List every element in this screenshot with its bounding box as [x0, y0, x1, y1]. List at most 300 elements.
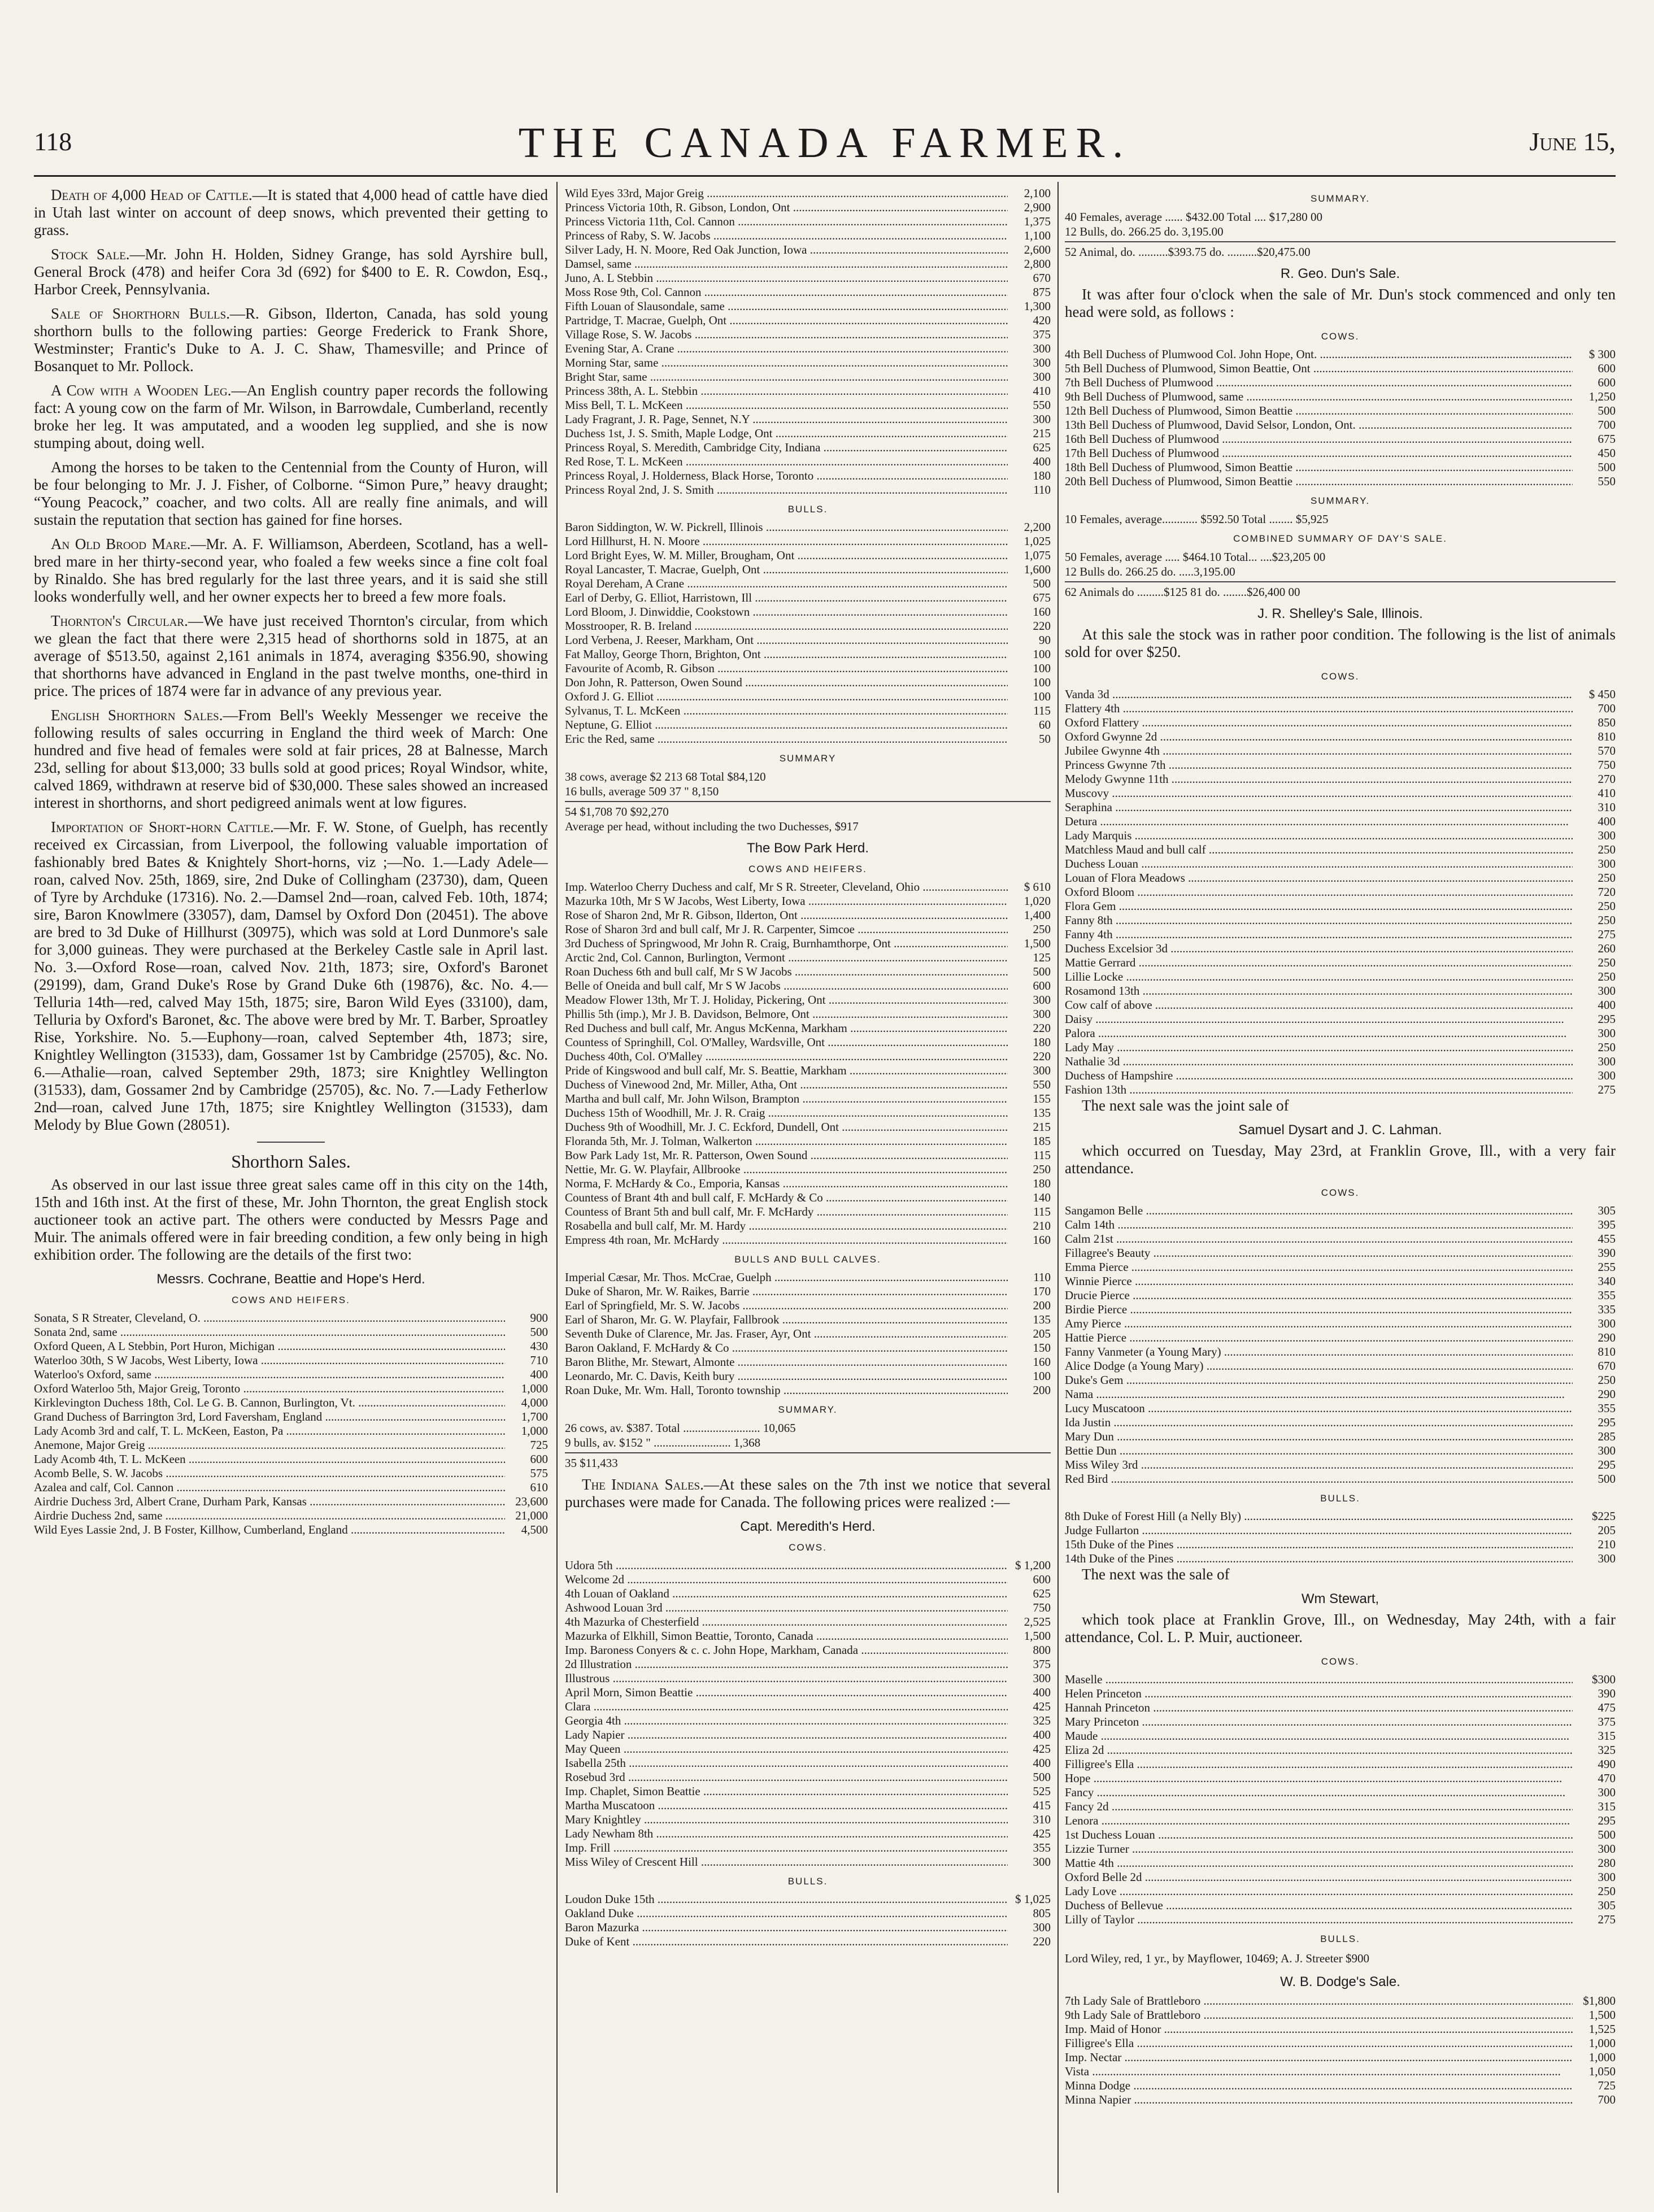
table-row	[565, 1906, 1051, 1921]
summary-total: 54 $1,708 70 $92,270	[565, 805, 669, 818]
animal-buyer: Baron Mazurka .....	[565, 1921, 1008, 1935]
animal-buyer: Miss Bell, T. L. McKeen .....	[565, 398, 1008, 412]
animal-buyer: Alice Dodge (a Young Mary) .....	[1065, 1359, 1573, 1373]
animal-buyer: Red Duchess and bull calf, Mr. Angus McKenna, Markham .....	[565, 1021, 1008, 1035]
table-row	[1065, 998, 1616, 1012]
price-table	[565, 1558, 1051, 1869]
table-row	[1065, 1069, 1616, 1083]
animal-buyer: 8th Duke of Forest Hill (a Nelly Bly) .....	[1065, 1509, 1573, 1523]
news-lead: A Cow with a Wooden Leg.	[51, 382, 232, 399]
animal-buyer: Duchess 40th, Col. O'Malley .....	[565, 1050, 1008, 1064]
table-row	[1065, 1715, 1616, 1729]
price: 400	[1598, 815, 1616, 828]
price: 675	[1033, 591, 1051, 604]
price: $ 610	[1024, 880, 1051, 894]
table-row	[1065, 1786, 1616, 1800]
animal-buyer: Princess Victoria 11th, Col. Cannon .....	[565, 215, 1008, 229]
summary-line: 16 bulls, average 509 37 " 8,150	[565, 785, 719, 798]
price: 550	[1033, 1078, 1051, 1091]
price: 220	[1033, 1021, 1051, 1035]
summary-line: 40 Females, average ...... $432.00 Total .... $17,280 00	[1065, 210, 1322, 224]
news-text: Among the horses to be taken to the Centennial from the County of Huron, will be four belonging to Mr. J. J. Fisher, of Colborne. “Simon Pure,” heavy draught; “Young Peacock,” coacher, and two colts. All are really fine animals, and will sustain the reputation that section has gained for fine horses.	[34, 459, 548, 528]
table-row	[1065, 2036, 1616, 2050]
animal-buyer: Lady Love .....	[1065, 1884, 1573, 1899]
animal-buyer: Rosamond 13th .....	[1065, 984, 1573, 998]
table-row	[1065, 1083, 1616, 1097]
animal-buyer: Waterloo 30th, S W Jacobs, West Liberty, Iowa .....	[34, 1353, 505, 1368]
table-row	[565, 1892, 1051, 1906]
table-row	[565, 384, 1051, 398]
table-row	[565, 1855, 1051, 1869]
price: 295	[1598, 1012, 1616, 1026]
animal-buyer: Vista .....	[1065, 2065, 1573, 2079]
animal-buyer: Bow Park Lady 1st, Mr. R. Patterson, Owen Sound .....	[565, 1148, 1008, 1162]
table-row	[1065, 871, 1616, 885]
table-row	[565, 965, 1051, 979]
table-subheading: COWS AND HEIFERS.	[748, 864, 867, 874]
table-row	[1065, 1373, 1616, 1387]
animal-buyer: Filligree's Ella .....	[1065, 2036, 1573, 2050]
table-row	[565, 1191, 1051, 1205]
animal-buyer: Lucy Muscatoon .....	[1065, 1401, 1573, 1416]
animal-buyer: Imp. Waterloo Cherry Duchess and calf, Mr S R. Streeter, Cleveland, Ohio .....	[565, 880, 1008, 894]
table-row	[565, 633, 1051, 647]
table-row	[565, 328, 1051, 342]
table-row	[565, 299, 1051, 313]
table-row	[1065, 1994, 1616, 2008]
price: 710	[530, 1353, 548, 1367]
table-row	[565, 186, 1051, 201]
price: 155	[1033, 1092, 1051, 1105]
price: 725	[1598, 2079, 1616, 2092]
animal-buyer: Matchless Maud and bull calf .....	[1065, 843, 1573, 857]
price: 250	[1598, 1373, 1616, 1387]
animal-buyer: Udora 5th .....	[565, 1558, 1008, 1573]
price: 600	[1033, 979, 1051, 992]
price: 260	[1598, 942, 1616, 955]
news-paragraph	[34, 535, 548, 606]
price: 300	[1598, 857, 1616, 870]
price: 500	[1033, 965, 1051, 978]
animal-buyer: 16th Bell Duchess of Plumwood .....	[1065, 432, 1573, 446]
animal-buyer: Phillis 5th (imp.), Mr J. B. Davidson, Belmore, Ont .....	[565, 1007, 1008, 1021]
table-row	[1065, 1472, 1616, 1486]
animal-buyer: Nama .....	[1065, 1387, 1573, 1401]
herd-title: Messrs. Cochrane, Beattie and Hope's Herd.	[156, 1272, 425, 1287]
animal-buyer: Lady Fragrant, J. R. Page, Sennet, N.Y .....	[565, 412, 1008, 426]
price: 300	[1598, 1842, 1616, 1856]
animal-buyer: Lady Newham 8th .....	[565, 1827, 1008, 1841]
animal-buyer: Oxford Bloom .....	[1065, 885, 1573, 899]
table-row	[1065, 1345, 1616, 1359]
table-row	[1065, 1274, 1616, 1288]
price: 600	[1598, 362, 1616, 375]
table-row	[565, 718, 1051, 732]
table-row	[565, 1827, 1051, 1841]
table-row	[565, 1021, 1051, 1035]
table-row	[565, 1078, 1051, 1092]
table-row	[1065, 786, 1616, 800]
summary-line: 12 Bulls do. 266.25 do. .....3,195.00	[1065, 565, 1235, 578]
table-row	[1065, 772, 1616, 786]
table-row	[565, 1383, 1051, 1397]
table-row	[1065, 1523, 1616, 1538]
animal-buyer: Sylvanus, T. L. McKeen .....	[565, 704, 1008, 718]
herd-title: Samuel Dysart and J. C. Lahman.	[1238, 1122, 1442, 1138]
price: 285	[1598, 1430, 1616, 1443]
price: 1,000	[521, 1424, 548, 1438]
price: 140	[1033, 1191, 1051, 1204]
table-row	[565, 690, 1051, 704]
price: 395	[1598, 1218, 1616, 1231]
table-row	[565, 979, 1051, 993]
table-row	[1065, 1303, 1616, 1317]
indiana-paragraph	[565, 1476, 1051, 1511]
news-paragraph	[34, 305, 548, 375]
table-row	[1065, 1913, 1616, 1927]
table-row	[1065, 376, 1616, 390]
animal-buyer: Pride of Kingswood and bull calf, Mr. S. Beattie, Markham .....	[565, 1064, 1008, 1078]
price: 250	[1033, 1162, 1051, 1176]
table-row	[1065, 2065, 1616, 2079]
table-row	[1065, 885, 1616, 899]
table-subheading: COWS.	[789, 1542, 827, 1553]
animal-buyer: Silver Lady, H. N. Moore, Red Oak Junction, Iowa .....	[565, 243, 1008, 257]
animal-buyer: Don John, R. Patterson, Owen Sound .....	[565, 676, 1008, 690]
price: 490	[1598, 1757, 1616, 1771]
price: 100	[1033, 1369, 1051, 1383]
price: 570	[1598, 744, 1616, 757]
column-2	[565, 186, 1051, 2197]
table-row	[1065, 1856, 1616, 1870]
price-table	[34, 1311, 548, 1537]
price: 335	[1598, 1303, 1616, 1316]
price: 300	[1598, 1317, 1616, 1330]
news-paragraph	[34, 612, 548, 700]
table-row	[565, 398, 1051, 412]
news-text: —Mr. A. F. Williamson, Aberdeen, Scotland, has a well-bred mare in her thirty-second year, who foaled a few weeks since a fine colt foal by Rinaldo. She has bred regularly for the last three years, and it is said she still looks wonderfully well, and her owner expects her to breed a few more foals.	[34, 535, 548, 605]
animal-buyer: 4th Louan of Oakland .....	[565, 1587, 1008, 1601]
price: 135	[1033, 1313, 1051, 1326]
animal-buyer: Clara .....	[565, 1700, 1008, 1714]
news-text: —From Bell's Weekly Messenger we receive the following results of sales occurring in England the third week of March: One hundred and five head of females were sold at fair prices, 28 at Balnesse, March 23d, selling for about $13,000; 33 bulls sold at good prices; Royal Windsor, white, calved 1869, withdrawn at reserve bid of $30,000. These sales showed an increased interest in shorthorns, and short pedigreed animals went at low figures.	[34, 707, 548, 811]
animal-buyer: Sangamon Belle .....	[1065, 1204, 1573, 1218]
price: 1,000	[1588, 2036, 1616, 2050]
price: 295	[1598, 1416, 1616, 1429]
animal-buyer: Emma Pierce .....	[1065, 1260, 1573, 1274]
news-text: —Mr. John H. Holden, Sidney Grange, has sold Ayrshire bull, General Brock (478) and heifer Cora 3d (692) for $400 to E. R. Cowdon, Esq., Harbor Creek, Pennsylvania.	[34, 246, 548, 298]
price: 805	[1033, 1906, 1051, 1920]
price: 220	[1033, 1935, 1051, 1948]
animal-buyer: Imp. Nectar .....	[1065, 2050, 1573, 2065]
table-row	[565, 1742, 1051, 1756]
animal-buyer: Imp. Frill .....	[565, 1841, 1008, 1855]
price: 575	[530, 1466, 548, 1480]
table-row	[1065, 857, 1616, 871]
animal-buyer: Duke of Kent .....	[565, 1935, 1008, 1949]
table-row	[1065, 1331, 1616, 1345]
news-text: —An English country paper records the following fact: A young cow on the farm of Mr. Wilson, in Barrowdale, Cumberland, recently broke her leg. It was amputated, and a wooden leg supplied, and she is now stumping about, doing well.	[34, 382, 548, 451]
page-header	[34, 119, 1616, 169]
table-row	[1065, 1317, 1616, 1331]
table-row	[1065, 1246, 1616, 1260]
table-row	[565, 548, 1051, 563]
price: 305	[1598, 1204, 1616, 1217]
table-row	[1065, 460, 1616, 474]
table-row	[565, 951, 1051, 965]
animal-buyer: Princess Royal, S. Meredith, Cambridge City, Indiana .....	[565, 441, 1008, 455]
table-row	[1065, 347, 1616, 362]
table-row	[1065, 970, 1616, 984]
price: 425	[1033, 1700, 1051, 1713]
animal-buyer: Jubilee Gwynne 4th .....	[1065, 744, 1573, 758]
table-row	[565, 483, 1051, 497]
price: 250	[1598, 970, 1616, 983]
table-row	[565, 1233, 1051, 1247]
price: 355	[1033, 1841, 1051, 1854]
animal-buyer: Muscovy .....	[1065, 786, 1573, 800]
table-subheading: BULLS.	[787, 504, 828, 515]
animal-buyer: May Queen .....	[565, 1742, 1008, 1756]
table-row	[565, 1935, 1051, 1949]
animal-buyer: Maselle .....	[1065, 1673, 1573, 1687]
animal-buyer: Neptune, G. Elliot .....	[565, 718, 1008, 732]
animal-buyer: Countess of Brant 4th and bull calf, F. McHardy & Co .....	[565, 1191, 1008, 1205]
animal-buyer: Hope .....	[1065, 1771, 1573, 1786]
price: 400	[530, 1368, 548, 1381]
table-row	[565, 563, 1051, 577]
section-title: Shorthorn Sales.	[231, 1151, 351, 1172]
table-row	[565, 732, 1051, 746]
price: 180	[1033, 1177, 1051, 1190]
animal-buyer: Arctic 2nd, Col. Cannon, Burlington, Vermont .....	[565, 951, 1008, 965]
table-row	[1065, 1842, 1616, 1856]
animal-buyer: Fancy 2d .....	[1065, 1800, 1573, 1814]
table-row	[565, 1921, 1051, 1935]
price: 300	[1598, 1055, 1616, 1068]
price: 180	[1033, 469, 1051, 482]
table-row	[34, 1424, 548, 1438]
table-row	[1065, 1204, 1616, 1218]
summary-heading: COMBINED SUMMARY OF DAY'S SALE.	[1233, 533, 1447, 544]
table-row	[1065, 913, 1616, 928]
price-table	[565, 520, 1051, 746]
animal-buyer: Oxford Belle 2d .....	[1065, 1870, 1573, 1884]
table-subheading: BULLS AND BULL CALVES.	[734, 1254, 881, 1265]
table-row	[1065, 1458, 1616, 1472]
animal-buyer: Welcome 2d .....	[565, 1573, 1008, 1587]
price: 295	[1598, 1814, 1616, 1827]
animal-buyer: Rose of Sharon 3rd and bull calf, Mr J. R. Carpenter, Simcoe .....	[565, 922, 1008, 937]
animal-buyer: Wild Eyes 33rd, Major Greig .....	[565, 186, 1008, 201]
animal-buyer: Flora Gem .....	[1065, 899, 1573, 913]
price: 410	[1033, 384, 1051, 398]
summary-note: Average per head, without including the two Duchesses, $917	[565, 820, 859, 833]
indiana-text: —At these sales on the 7th inst we notice that several purchases were made for Canada. The following prices were realized :—	[565, 1476, 1051, 1510]
animal-buyer: Cow calf of above .....	[1065, 998, 1573, 1012]
news-text: —Mr. F. W. Stone, of Guelph, has recently received ex Circassian, from Liverpool, the following valuable importation of fashionably bred Bates & Knightely Short-horns, viz ;—No. 1.—Lady Adele—roan, calved Nov. 25th, 1869, sire, 2nd Duke of Collingham (23730), dam, Queen of Tyre by Archduke (17316). No. 2.—Damsel 2nd—roan, calved Feb. 10th, 1874; sire, Baron Knowlmere (33057), dam, Damsel by Oxford Don (20451). The above are bred to 3d Duke of Hillhurst (30975), which was sold at Lord Dunmore's sale for 3,000 guineas. They were purchased at the Berkeley Castle sale in April last. No. 3.—Oxford Rose—roan, calved Nov. 21th, 1873; sire, Oxford's Baronet (29199), dam, Grand Duke's Rose by Grand Duke 6th (19876), &c. No. 4.—Telluria 14th—red, calved May 15th, 1875; sire, Baron Wild Eyes (33100), dam, Telluria by Oxford's Baronet, &c. The above were bred by Mr. T. Barber, Sproatley Rise, Yorkshire. No. 5.—Euphony—roan, calved September 4th, 1873; sire, Knightley Wellington (31533), dam, Gossamer 1st by Cambridge (25705), &c. No. 6.—Athalie—roan, calved September 29th, 1873; sire Knightley Wellington (31533), dam, Gossamer 2nd by Cambridge (25705), &c. No. 7.—Lady Fetherlow 2nd—roan, calved June 17th, 1875; sire Knightley Wellington (31533), dam Melody by Blue Gown (28051).	[34, 818, 548, 1133]
table-subheading: COWS.	[1321, 1187, 1360, 1198]
animal-buyer: 14th Duke of the Pines .....	[1065, 1552, 1573, 1566]
animal-buyer: Mary Princeton .....	[1065, 1715, 1573, 1729]
table-row	[1065, 1416, 1616, 1430]
animal-buyer: Seventh Duke of Clarence, Mr. Jas. Fraser, Ayr, Ont .....	[565, 1327, 1008, 1341]
animal-buyer: Fanny 4th .....	[1065, 928, 1573, 942]
summary-heading: SUMMARY.	[778, 1404, 838, 1415]
price: 300	[1598, 1870, 1616, 1884]
table-row	[1065, 1218, 1616, 1232]
animal-buyer: Earl of Springfield, Mr. S. W. Jacobs .....	[565, 1299, 1008, 1313]
table-row	[34, 1481, 548, 1495]
table-row	[565, 1799, 1051, 1813]
animal-buyer: Fat Malloy, George Thorn, Brighton, Ont .....	[565, 647, 1008, 661]
animal-buyer: Lady Napier .....	[565, 1728, 1008, 1742]
table-row	[565, 894, 1051, 908]
animal-buyer: 9th Lady Sale of Brattleboro .....	[1065, 2008, 1573, 2022]
animal-buyer: Lady Acomb 3rd and calf, T. L. McKeen, Easton, Pa .....	[34, 1424, 505, 1438]
table-row	[34, 1495, 548, 1509]
price: 160	[1033, 1233, 1051, 1247]
price: 200	[1033, 1299, 1051, 1312]
animal-buyer: Miss Wiley of Crescent Hill .....	[565, 1855, 1008, 1869]
news-paragraph	[34, 818, 548, 1134]
price: 160	[1033, 605, 1051, 619]
price: 300	[1598, 1552, 1616, 1565]
price: 2,600	[1024, 243, 1051, 256]
table-row	[1065, 1800, 1616, 1814]
table-row	[565, 1284, 1051, 1299]
animal-buyer: Calm 21st .....	[1065, 1232, 1573, 1246]
table-row	[565, 591, 1051, 605]
summary-rule	[565, 801, 1051, 802]
table-row	[1065, 1757, 1616, 1771]
price: 2,900	[1024, 201, 1051, 214]
news-lead: Sale of Shorthorn Bulls.	[51, 305, 230, 322]
price: 275	[1598, 1913, 1616, 1926]
price: 115	[1033, 1205, 1051, 1218]
price: 355	[1598, 1401, 1616, 1415]
table-row	[1065, 1055, 1616, 1069]
table-row	[565, 1643, 1051, 1657]
price-table	[1065, 347, 1616, 489]
price: 1,700	[521, 1410, 548, 1423]
table-row	[1065, 716, 1616, 730]
animal-buyer: Princess Royal, J. Holderness, Black Horse, Toronto .....	[565, 469, 1008, 483]
price: 610	[530, 1481, 548, 1494]
herd-title: W. B. Dodge's Sale.	[1280, 1974, 1400, 1989]
price: 200	[1033, 1383, 1051, 1397]
animal-buyer: Rosebud 3rd .....	[565, 1770, 1008, 1784]
price: 725	[530, 1438, 548, 1452]
animal-buyer: Lady Marquis .....	[1065, 829, 1573, 843]
price: $ 450	[1588, 687, 1616, 701]
summary-line: 50 Females, average ..... $464.10 Total... ....$23,205 00	[1065, 550, 1326, 564]
table-row	[1065, 1729, 1616, 1743]
animal-buyer: Moss Rose 9th, Col. Cannon .....	[565, 285, 1008, 299]
table-row	[565, 1270, 1051, 1284]
price: 310	[1598, 800, 1616, 814]
table-row	[565, 676, 1051, 690]
table-row	[565, 201, 1051, 215]
table-row	[1065, 418, 1616, 432]
animal-buyer: Melody Gwynne 11th .....	[1065, 772, 1573, 786]
summary-total: 52 Animal, do. ..........$393.75 do. ..........$20,475.00	[1065, 245, 1311, 259]
animal-buyer: 20th Bell Duchess of Plumwood, Simon Beattie .....	[1065, 474, 1573, 489]
summary-line: 12 Bulls, do. 266.25 do. 3,195.00	[1065, 225, 1224, 238]
table-row	[1065, 687, 1616, 702]
price: 315	[1598, 1729, 1616, 1743]
price-table	[1065, 1204, 1616, 1486]
table-row	[1065, 1673, 1616, 1687]
price: 800	[1033, 1643, 1051, 1657]
price: 300	[1033, 356, 1051, 369]
news-lead: Stock Sale.	[51, 246, 130, 263]
price: 600	[1598, 376, 1616, 389]
table-row	[1065, 1701, 1616, 1715]
animal-buyer: Georgia 4th .....	[565, 1714, 1008, 1728]
animal-buyer: Martha Muscatoon .....	[565, 1799, 1008, 1813]
table-row	[565, 271, 1051, 285]
price: 420	[1033, 313, 1051, 327]
animal-buyer: Countess of Springhill, Col. O'Malley, Wardsville, Ont .....	[565, 1035, 1008, 1050]
animal-buyer: Lord Verbena, J. Reeser, Markham, Ont .....	[565, 633, 1008, 647]
price: 500	[1033, 1770, 1051, 1784]
table-row	[565, 1615, 1051, 1629]
table-row	[1065, 1430, 1616, 1444]
animal-buyer: Minna Dodge .....	[1065, 2079, 1573, 2093]
animal-buyer: Ida Justin .....	[1065, 1416, 1573, 1430]
price: 300	[1033, 993, 1051, 1007]
animal-buyer: Imperial Cæsar, Mr. Thos. McCrae, Guelph .....	[565, 1270, 1008, 1284]
table-row	[565, 1219, 1051, 1233]
price-table	[1065, 1673, 1616, 1927]
table-subheading: COWS.	[1321, 331, 1360, 342]
price: 300	[1033, 370, 1051, 384]
price: 500	[1598, 404, 1616, 417]
animal-buyer: Mary Knightley .....	[565, 1813, 1008, 1827]
table-row	[1065, 1884, 1616, 1899]
price: 300	[1033, 342, 1051, 355]
table-row	[565, 243, 1051, 257]
animal-buyer: Princess Gwynne 7th .....	[1065, 758, 1573, 772]
table-row	[1065, 404, 1616, 418]
animal-buyer: Duchess Louan .....	[1065, 857, 1573, 871]
animal-buyer: April Morn, Simon Beattie .....	[565, 1686, 1008, 1700]
price: 255	[1598, 1260, 1616, 1274]
summary-line: 26 cows, av. $387. Total .......................... 10,065	[565, 1421, 796, 1435]
price: 2,525	[1024, 1615, 1051, 1628]
animal-buyer: Earl of Sharon, Mr. G. W. Playfair, Fallbrook .....	[565, 1313, 1008, 1327]
price: 205	[1598, 1523, 1616, 1537]
price: 300	[1598, 1444, 1616, 1457]
table-row	[34, 1325, 548, 1339]
table-row	[1065, 2093, 1616, 2107]
table-row	[565, 1064, 1051, 1078]
sale-intro: The next was the sale of	[1082, 1566, 1230, 1583]
price: 1,020	[1024, 894, 1051, 908]
price-table	[565, 1270, 1051, 1397]
table-row	[565, 1162, 1051, 1177]
animal-buyer: Sonata 2nd, same .....	[34, 1325, 505, 1339]
table-row	[565, 455, 1051, 469]
price: $300	[1592, 1673, 1616, 1686]
price: 90	[1039, 633, 1051, 647]
animal-buyer: Princess of Raby, S. W. Jacobs .....	[565, 229, 1008, 243]
table-row	[565, 257, 1051, 271]
animal-buyer: Norma, F. McHardy & Co., Emporia, Kansas .....	[565, 1177, 1008, 1191]
table-row	[1065, 1026, 1616, 1040]
animal-buyer: Princess Royal 2nd, J. S. Smith .....	[565, 483, 1008, 497]
